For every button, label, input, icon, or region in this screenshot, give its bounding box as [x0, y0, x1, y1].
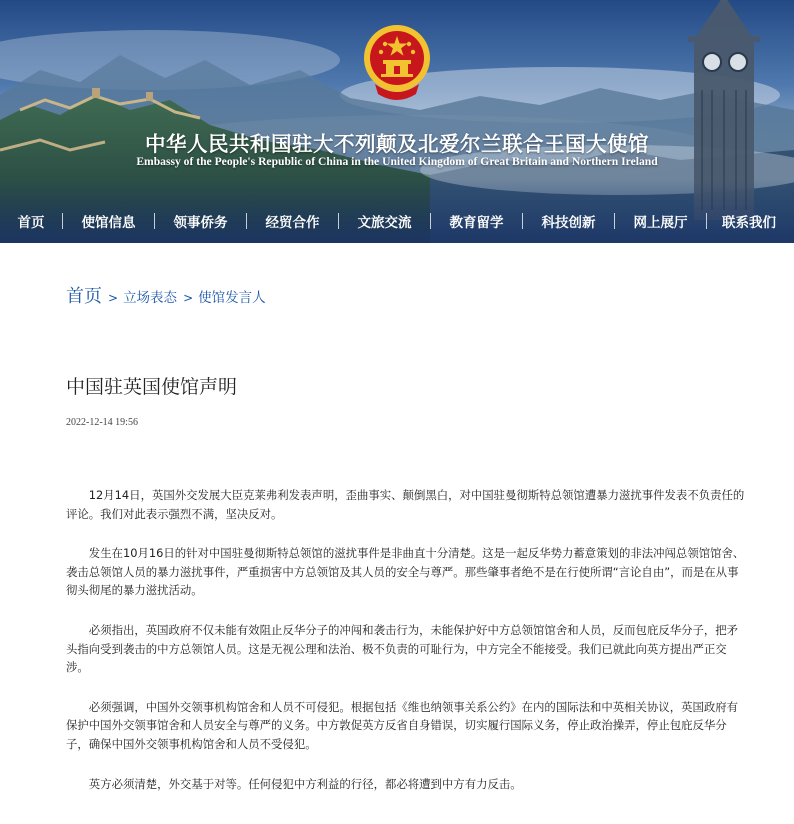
breadcrumb-link-spokesperson[interactable]: 使馆发言人	[198, 290, 266, 306]
article-date: 2022-12-14 19:56	[66, 417, 138, 428]
embassy-title-cn: 中华人民共和国驻大不列颠及北爱尔兰联合王国大使馆	[145, 132, 649, 156]
nav-item-exhibition[interactable]: 网上展厅	[633, 214, 688, 231]
nav-item-culture[interactable]: 文旅交流	[357, 214, 412, 231]
breadcrumb-link-stance[interactable]: 立场表态	[123, 290, 178, 306]
breadcrumb	[66, 282, 266, 308]
nav-item-consular[interactable]: 领事侨务	[173, 214, 228, 231]
breadcrumb-home-link[interactable]: 首页	[66, 286, 102, 307]
article-paragraph: 必须指出，英国政府不仅未能有效阻止反华分子的冲闯和袭击行为，未能保护好中方总领馆馆舍和人员，反而包庇反华分子，把矛头指向受到袭击的中方总领馆人员。这是无视公理和法治、极不负责的可耻行为，中方完全不能接受。我们已就此向英方提出严正交涉。	[66, 622, 739, 675]
nav-item-home[interactable]: 首页	[17, 214, 45, 231]
main-nav	[0, 200, 794, 241]
article-body	[66, 486, 746, 814]
nav-item-trade[interactable]: 经贸合作	[265, 214, 320, 231]
article-paragraph: 12月14日，英国外交发展大臣克莱弗利发表声明，歪曲事实、颠倒黑白，对中国驻曼彻斯特总领馆遭暴力滋扰事件发表不负责任的评论。我们对此表示强烈不满，坚决反对。	[66, 488, 745, 521]
article-title: 中国驻英国使馆声明	[66, 376, 238, 398]
header-banner	[0, 0, 794, 243]
national-emblem-icon	[361, 20, 433, 104]
nav-item-embassy-info[interactable]: 使馆信息	[81, 214, 136, 231]
nav-item-contact[interactable]: 联系我们	[722, 214, 776, 231]
article-paragraph: 英方必须清楚，外交基于对等。任何侵犯中方利益的行径，都必将遭到中方有力反击。	[88, 776, 522, 791]
embassy-title-en: Embassy of the People's Republic of China in the United Kingdom of Great Britain and Northern Ireland	[136, 155, 658, 168]
nav-item-science[interactable]: 科技创新	[541, 214, 596, 231]
article-paragraph: 发生在10月16日的针对中国驻曼彻斯特总领馆的滋扰事件是非曲直十分清楚。这是一起反华势力蓄意策划的非法冲闯总领馆馆舍、袭击总领馆人员的暴力滋扰事件，严重损害中方总领馆及其人员的安全与尊严。那些肇事者绝不是在行使所谓“言论自由”，而是在从事彻头彻尾的暴力滋扰活动。	[66, 546, 745, 598]
breadcrumb-separator: >	[108, 291, 119, 305]
nav-item-education[interactable]: 教育留学	[449, 214, 504, 231]
breadcrumb-separator: >	[183, 291, 194, 305]
article-paragraph: 必须强调，中国外交领事机构馆舍和人员不可侵犯。根据包括《维也纳领事关系公约》在内的国际法和中英相关协议，英国政府有保护中国外交领事馆舍和人员安全与尊严的义务。中方敦促英方反省自身错误，切实履行国际义务，停止政治操弄，停止包庇反华分子，确保中国外交领事机构馆舍和人员不受侵犯。	[66, 699, 739, 751]
